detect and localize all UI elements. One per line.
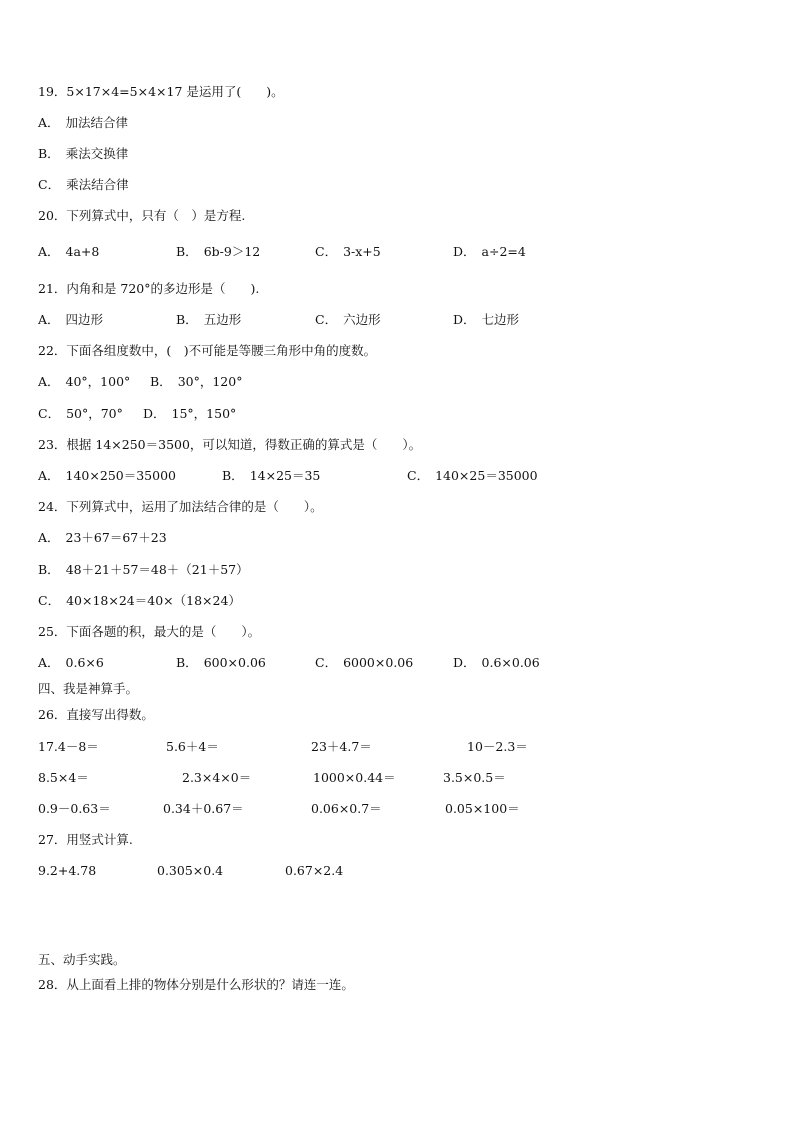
option-label: C．: [315, 655, 338, 670]
option-label: B．: [176, 244, 198, 259]
option-label: D．: [453, 655, 476, 670]
question-24-stem: 24．下列算式中，运用了加法结合律的是（ ）。: [38, 499, 323, 514]
option-text: 六边形: [343, 312, 381, 327]
question-27-stem: 27．用竖式计算.: [38, 832, 133, 847]
q24-option-b[interactable]: [38, 562, 249, 578]
q22-option-d[interactable]: [143, 406, 236, 422]
option-text: 140×25＝35000: [435, 468, 538, 483]
option-label: C．: [315, 312, 338, 327]
option-text: 50°，70°: [66, 406, 123, 421]
q22-option-b[interactable]: [150, 374, 242, 390]
option-text: 0.6×6: [65, 655, 104, 670]
calc-item[interactable]: 23＋4.7＝: [311, 739, 372, 754]
q20-option-a[interactable]: [38, 244, 99, 260]
calc-item[interactable]: 0.05×100＝: [445, 801, 520, 816]
calc-item[interactable]: 0.9－0.63＝: [38, 801, 111, 816]
option-label: A．: [38, 468, 60, 483]
option-text: 0.6×0.06: [481, 655, 540, 670]
section-4-heading: 四、我是神算手。: [38, 681, 139, 696]
option-text: 七边形: [481, 312, 520, 327]
q20-option-b[interactable]: [176, 244, 260, 260]
q20-option-d[interactable]: [453, 244, 526, 260]
option-text: 乘法交换律: [65, 146, 129, 161]
option-label: A．: [38, 655, 60, 670]
option-label: C．: [315, 244, 338, 259]
option-text: 四边形: [65, 312, 104, 327]
option-text: 14×25＝35: [249, 468, 321, 483]
calc-item[interactable]: 5.6＋4＝: [166, 739, 219, 754]
section-5-heading: 五、动手实践。: [38, 952, 126, 967]
question-19-stem: 19．5×17×4=5×4×17 是运用了( )。: [38, 84, 284, 99]
q25-option-b[interactable]: [176, 655, 266, 671]
q24-option-c[interactable]: [38, 593, 241, 609]
option-text: 加法结合律: [65, 115, 129, 130]
option-label: C．: [38, 406, 61, 421]
q21-option-c[interactable]: [315, 312, 381, 328]
question-22-stem: 22．下面各组度数中，( )不可能是等腰三角形中角的度数。: [38, 343, 377, 358]
calc-item[interactable]: 0.34＋0.67＝: [163, 801, 244, 816]
option-label: B．: [38, 146, 60, 161]
calc-item[interactable]: 17.4－8＝: [38, 739, 99, 754]
option-text: 40×18×24＝40×（18×24）: [66, 593, 241, 608]
option-label: D．: [453, 244, 476, 259]
option-text: 3-x+5: [343, 244, 381, 259]
question-26-stem: 26．直接写出得数。: [38, 707, 154, 722]
option-label: B．: [38, 562, 60, 577]
option-text: 23＋67＝67＋23: [65, 530, 167, 545]
q21-option-b[interactable]: [176, 312, 241, 328]
q19-option-b[interactable]: [38, 146, 128, 162]
option-label: D．: [143, 406, 166, 421]
option-text: 6000×0.06: [343, 655, 414, 670]
calc-item[interactable]: 0.06×0.7＝: [311, 801, 382, 816]
question-21-stem: 21．内角和是 720°的多边形是（ ).: [38, 281, 260, 296]
option-text: 600×0.06: [203, 655, 266, 670]
option-text: 五边形: [203, 312, 242, 327]
calc-item[interactable]: 2.3×4×0＝: [182, 770, 252, 785]
option-label: C．: [407, 468, 430, 483]
option-label: B．: [150, 374, 172, 389]
vertical-calc-item[interactable]: 9.2+4.78: [38, 863, 97, 878]
calc-item[interactable]: 10－2.3＝: [467, 739, 528, 754]
option-text: 6b-9＞12: [203, 244, 261, 259]
q25-option-a[interactable]: [38, 655, 104, 671]
option-label: B．: [222, 468, 244, 483]
option-text: 乘法结合律: [66, 177, 129, 192]
option-text: 40°，100°: [65, 374, 131, 389]
option-text: 4a+8: [65, 244, 100, 259]
option-label: B．: [176, 312, 198, 327]
option-label: C．: [38, 593, 61, 608]
option-label: D．: [453, 312, 476, 327]
question-20-stem: 20．下列算式中，只有（ ）是方程.: [38, 208, 246, 223]
q25-option-c[interactable]: [315, 655, 413, 671]
option-label: A．: [38, 374, 60, 389]
q22-option-a[interactable]: [38, 374, 130, 390]
q23-option-b[interactable]: [222, 468, 320, 484]
question-25-stem: 25．下面各题的积，最大的是（ ）。: [38, 624, 261, 639]
option-label: A．: [38, 115, 60, 130]
q19-option-c[interactable]: [38, 177, 129, 193]
q19-option-a[interactable]: [38, 115, 128, 131]
option-label: B．: [176, 655, 198, 670]
calc-item[interactable]: 8.5×4＝: [38, 770, 89, 785]
option-label: C．: [38, 177, 61, 192]
calc-item[interactable]: 3.5×0.5＝: [443, 770, 506, 785]
vertical-calc-item[interactable]: 0.305×0.4: [157, 863, 224, 878]
option-label: A．: [38, 244, 60, 259]
q23-option-c[interactable]: [407, 468, 538, 484]
q20-option-c[interactable]: [315, 244, 381, 260]
option-text: 30°，120°: [177, 374, 243, 389]
option-text: 48＋21＋57＝48＋（21＋57）: [65, 562, 249, 577]
question-28-stem: 28．从上面看上排的物体分别是什么形状的？请连一连。: [38, 977, 354, 992]
q21-option-a[interactable]: [38, 312, 103, 328]
option-label: A．: [38, 312, 60, 327]
vertical-calc-item[interactable]: 0.67×2.4: [285, 863, 344, 878]
question-23-stem: 23．根据 14×250＝3500，可以知道，得数正确的算式是（ ）。: [38, 437, 422, 452]
option-text: 15°，150°: [171, 406, 237, 421]
q25-option-d[interactable]: [453, 655, 540, 671]
q24-option-a[interactable]: [38, 530, 167, 546]
q22-option-c[interactable]: [38, 406, 123, 422]
q21-option-d[interactable]: [453, 312, 519, 328]
q23-option-a[interactable]: [38, 468, 176, 484]
option-text: 140×250＝35000: [65, 468, 176, 483]
option-label: A．: [38, 530, 60, 545]
calc-item[interactable]: 1000×0.44＝: [313, 770, 396, 785]
option-text: a÷2=4: [481, 244, 526, 259]
